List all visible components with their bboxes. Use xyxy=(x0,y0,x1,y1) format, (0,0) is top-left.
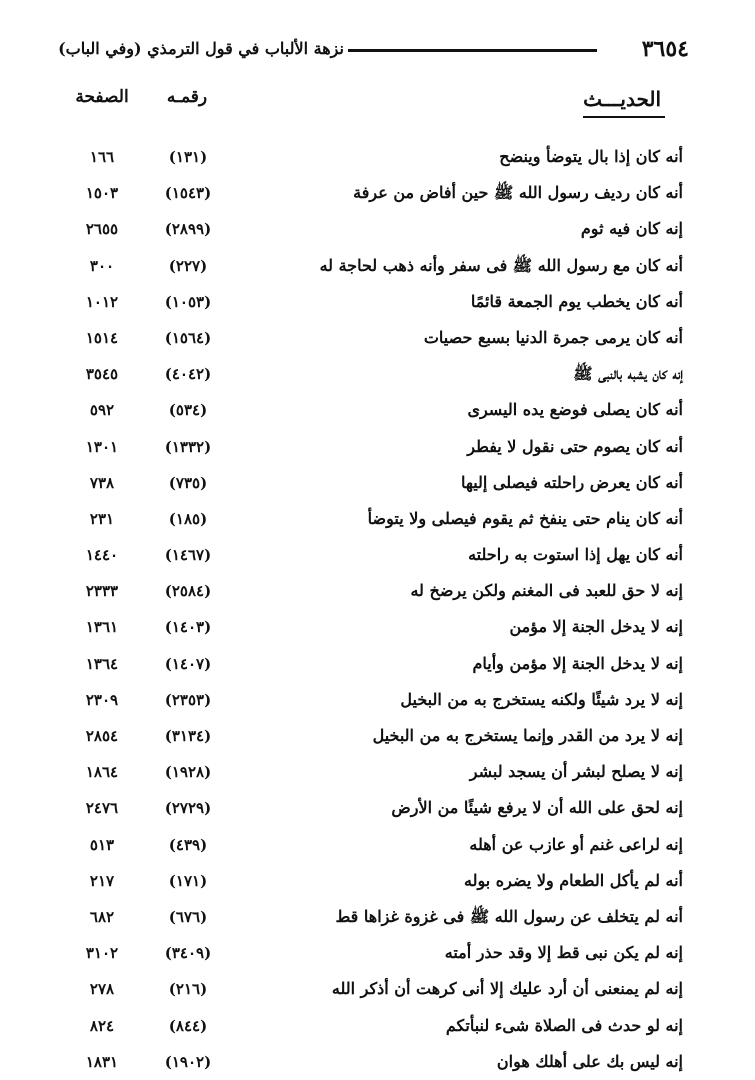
hadith-number: (٢١٦) xyxy=(168,980,208,999)
page-reference: ٢٣١ xyxy=(89,509,115,528)
hadith-text: إنه لم يكن نبى قط إلا وقد حذر أمته xyxy=(444,943,683,963)
hadith-text: إنه لا يدخل الجنة إلا مؤمن وأيام xyxy=(472,653,683,673)
book-title: نزهة الألباب في قول الترمذي (وفي الباب) xyxy=(58,39,344,58)
page-reference: ٢١٧ xyxy=(89,871,115,890)
index-entries xyxy=(0,139,755,1080)
index-entry xyxy=(0,935,755,971)
hadith-text: إنه لو حدث فى الصلاة شىء لنبأتكم xyxy=(445,1015,683,1035)
index-entry xyxy=(0,863,755,899)
index-entry xyxy=(0,211,755,247)
index-entry xyxy=(0,356,755,392)
hadith-number: (٢٥٨٤) xyxy=(164,582,212,601)
page-reference: ٥٩٢ xyxy=(89,401,115,420)
hadith-number: (١٠٥٣) xyxy=(164,292,212,311)
column-heading-hadith: الحديـــث xyxy=(583,82,665,118)
index-entry xyxy=(0,609,755,645)
page-reference: ١٦٦ xyxy=(89,148,115,166)
hadith-number: (٣١٣٤) xyxy=(164,727,212,745)
page-reference: ١٨٣١ xyxy=(85,1052,119,1071)
hadith-number: (٧٣٥) xyxy=(168,473,208,492)
page-reference: ٢٨٥٤ xyxy=(85,727,119,745)
index-entry xyxy=(0,501,755,537)
index-entry xyxy=(0,971,755,1007)
hadith-text: إنه ليس بك على أهلك هوان xyxy=(496,1051,683,1071)
index-entry xyxy=(0,899,755,935)
hadith-text: أنه كان يصوم حتى نقول لا يفطر xyxy=(467,436,683,456)
column-headings xyxy=(0,82,755,116)
index-entry xyxy=(0,537,755,573)
index-entry xyxy=(0,1008,755,1044)
hadith-number: (١٨٥) xyxy=(168,509,208,528)
hadith-number: (٢٨٩٩) xyxy=(164,220,212,239)
hadith-number: (٥٣٤) xyxy=(168,401,208,420)
page-reference: ٦٨٢ xyxy=(89,907,115,926)
page-reference: ٣٠٠ xyxy=(89,256,115,275)
hadith-number: (٢٢٧) xyxy=(168,256,208,275)
page-reference: ١٥١٤ xyxy=(85,328,119,347)
index-entry xyxy=(0,248,755,284)
page-reference: ٧٣٨ xyxy=(89,473,115,492)
hadith-text: أنه كان مع رسول الله ﷺ فى سفر وأنه ذهب لحاجة له xyxy=(319,255,683,275)
page-reference: ١٨٦٤ xyxy=(85,763,119,782)
index-entry xyxy=(0,392,755,428)
hadith-text: إنه كان فيه ثوم xyxy=(580,219,683,239)
page-reference: ٢٣٣٣ xyxy=(85,582,119,601)
hadith-number: (١٤٠٧) xyxy=(164,654,212,673)
hadith-text: أنه كان يصلى فوضع يده اليسرى xyxy=(467,400,683,420)
hadith-text: إنه لا يدخل الجنة إلا مؤمن xyxy=(509,617,683,637)
hadith-text: أنه كان إذا بال يتوضأ وينضح xyxy=(499,147,683,166)
index-entry xyxy=(0,429,755,465)
hadith-number: (١٧١) xyxy=(168,871,208,890)
index-entry xyxy=(0,718,755,754)
hadith-text: إنه لا يرد شيئًا ولكنه يستخرج به من البخيل xyxy=(400,689,683,709)
page-reference: ١٠١٢ xyxy=(85,292,119,311)
index-entry xyxy=(0,284,755,320)
hadith-number: (١٣١) xyxy=(168,148,208,166)
hadith-text: أنه كان يخطب يوم الجمعة قائمًا xyxy=(470,291,683,311)
hadith-text: أنه كان يعرض راحلته فيصلى إليها xyxy=(460,472,683,492)
index-entry xyxy=(0,175,755,211)
page-reference: ٣١٠٢ xyxy=(85,944,119,963)
hadith-text: أنه كان رديف رسول الله ﷺ حين أفاض من عرفة xyxy=(353,183,683,203)
index-entry xyxy=(0,646,755,682)
page-reference: ٣٥٤٥ xyxy=(85,365,119,384)
hadith-text: إنه لراعى غنم أو عازب عن أهله xyxy=(469,834,683,854)
running-header xyxy=(56,34,689,70)
hadith-number: (٢٧٢٩) xyxy=(164,799,212,818)
column-heading-number: رقمـه xyxy=(166,87,208,107)
hadith-text: إنه كان يشبه بالنبى ﷺ xyxy=(573,364,683,384)
header-rule xyxy=(348,49,597,52)
page-reference: ٨٢٤ xyxy=(89,1016,115,1035)
page-reference: ١٥٠٣ xyxy=(85,184,119,203)
index-entry xyxy=(0,320,755,356)
index-entry xyxy=(0,1044,755,1080)
hadith-number: (١٣٣٢) xyxy=(164,437,212,456)
index-entry xyxy=(0,682,755,718)
hadith-text: إنه لا حق للعبد فى المغنم ولكن يرضخ له xyxy=(410,581,683,601)
hadith-number: (١٩٠٢) xyxy=(164,1052,212,1071)
hadith-text: إنه لا يرد من القدر وإنما يستخرج به من البخيل xyxy=(372,726,683,745)
hadith-text: أنه لم يتخلف عن رسول الله ﷺ فى غزوة غزاها قط xyxy=(335,906,683,926)
column-heading-page: الصفحة xyxy=(75,87,129,107)
hadith-text: إنه لحق على الله أن لا يرفع شيئًا من الأرض xyxy=(391,798,683,818)
hadith-number: (٨٤٤) xyxy=(168,1016,208,1035)
index-entry xyxy=(0,827,755,863)
hadith-number: (١٤٠٣) xyxy=(164,618,212,637)
hadith-text: أنه كان يهل إذا استوت به راحلته xyxy=(468,545,683,565)
page-reference: ٢٤٧٦ xyxy=(85,799,119,818)
hadith-number: (٤٠٤٢) xyxy=(164,365,212,384)
page-reference: ١٤٤٠ xyxy=(85,546,119,565)
page-reference: ١٣٦١ xyxy=(85,618,119,637)
index-entry xyxy=(0,139,755,175)
hadith-number: (٦٧٦) xyxy=(168,907,208,926)
page-reference: ١٣٠١ xyxy=(85,437,119,456)
page-reference: ١٣٦٤ xyxy=(85,654,119,673)
hadith-number: (٤٣٩) xyxy=(168,835,208,854)
hadith-text: إنه لا يصلح لبشر أن يسجد لبشر xyxy=(469,762,683,782)
page-reference: ٢٦٥٥ xyxy=(85,220,119,239)
hadith-number: (١٥٤٣) xyxy=(164,184,212,203)
page-reference: ٢٧٨ xyxy=(89,980,115,999)
hadith-text: أنه كان ينام حتى ينفخ ثم يقوم فيصلى ولا يتوضأ xyxy=(367,508,683,528)
page-number: ٣٦٥٤ xyxy=(641,36,689,62)
hadith-number: (٣٤٠٩) xyxy=(164,944,212,963)
hadith-text: أنه كان يرمى جمرة الدنيا بسبع حصيات xyxy=(423,327,683,347)
hadith-number: (٢٣٥٣) xyxy=(164,690,212,709)
page-reference: ٥١٣ xyxy=(89,835,115,854)
index-entry xyxy=(0,465,755,501)
hadith-number: (١٩٢٨) xyxy=(164,763,212,782)
hadith-text: إنه لم يمنعنى أن أرد عليك إلا أنى كرهت أن أذكر الله xyxy=(331,979,683,999)
hadith-number: (١٥٦٤) xyxy=(164,328,212,347)
hadith-text: أنه لم يأكل الطعام ولا يضره بوله xyxy=(464,870,683,890)
index-entry xyxy=(0,573,755,609)
hadith-number: (١٤٦٧) xyxy=(164,546,212,565)
index-entry xyxy=(0,754,755,790)
index-entry xyxy=(0,790,755,826)
page-reference: ٢٣٠٩ xyxy=(85,690,119,709)
